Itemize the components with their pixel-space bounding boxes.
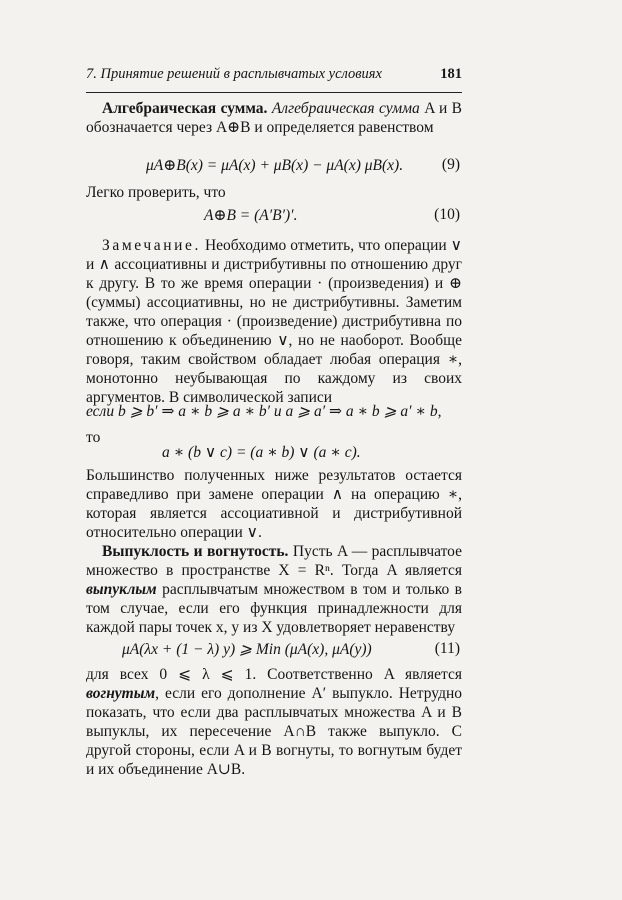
formula-then xyxy=(86,443,462,465)
convexity-text-after: расплывчатым множеством в том и только в том случае, если его функция принадлежности для каждой пары точек x, y из X удовлетворяет неравенству xyxy=(86,581,463,636)
remark-paragraph xyxy=(86,236,462,407)
formula-if xyxy=(86,402,462,424)
formula-then-expression: a ∗ (b ∨ c) = (a ∗ b) ∨ (a ∗ c). xyxy=(162,444,361,461)
easy-check-line: Легко проверить, что xyxy=(86,184,226,201)
page-number: 181 xyxy=(440,66,462,82)
convex-term: выпуклым xyxy=(86,581,157,598)
algebraic-sum-heading: Алгебраическая сумма. xyxy=(102,100,268,117)
convexity-paragraph xyxy=(86,542,462,637)
formula-11-expression: μA(λx + (1 − λ) y) ⩾ Min (μA(x), μA(y)) xyxy=(122,641,372,658)
chapter-title: 7. Принятие решений в расплывчатых условиях xyxy=(86,66,382,82)
formula-9 xyxy=(86,156,462,178)
formula-9-number: (9) xyxy=(441,156,460,173)
concavity-text-start: для всех 0 ⩽ λ ⩽ 1. Соответственно A является xyxy=(86,666,462,683)
algebraic-sum-italic-intro: Алгебраическая сумма xyxy=(271,100,420,117)
remark-text: Необходимо отметить, что операции ∨ и ∧ ассоциативны и дистрибутивны по отношению друг к другу. В то же время операции · (произведения) и ⊕ (суммы) ассоциативны, но не дистрибутивны. Заметим также, что операция · (произведение) дистрибутивна по отношению к объединению ∨, но не наоборот. Вообще говоря, таким свойством обладает любая операция ∗, монотонно неубывающая по каждому из своих аргументов. В символической записи xyxy=(86,237,463,406)
formula-if-expression: если b ⩾ b′ ⇒ a ∗ b ⩾ a ∗ b′ и a ⩾ a′ ⇒ a ∗ b ⩾ a′ ∗ b, xyxy=(86,403,442,420)
formula-10 xyxy=(86,206,462,228)
convexity-heading: Выпуклость и вогнутость. xyxy=(102,543,289,560)
header-divider xyxy=(86,92,462,93)
formula-11-number: (11) xyxy=(434,640,460,657)
running-header xyxy=(86,66,462,88)
algebraic-sum-definition-text: A и B обозначается через A⊕B и определяется равенством xyxy=(86,100,462,136)
formula-9-expression: μA⊕B(x) = μA(x) + μB(x) − μA(x) μB(x). xyxy=(146,157,404,174)
then-word: то xyxy=(86,429,101,446)
remark-label: Замечание. xyxy=(102,237,201,254)
concavity-text-end: , если его дополнение A′ выпукло. Нетрудно показать, что если два расплывчатых множества A и B выпуклы, их пересечение A∩B также выпукло. С другой стороны, если A и B вогнуты, то вогнутым будет и их объединение A∪B. xyxy=(86,685,462,778)
convexity-text-before: Пусть A — расплывчатое множество в пространстве X = Rⁿ. Тогда A является xyxy=(86,543,463,579)
conclusion-paragraph: Большинство полученных ниже результатов остается справедливо при замене операции ∧ на операцию ∗, которая является ассоциативной и дистрибутивной относительно операции ∨. xyxy=(86,467,462,541)
concavity-paragraph xyxy=(86,665,462,779)
concave-term: вогнутым xyxy=(86,685,156,702)
formula-10-number: (10) xyxy=(434,206,460,223)
algebraic-sum-paragraph xyxy=(86,99,462,137)
formula-11 xyxy=(86,640,462,662)
formula-10-expression: A⊕B = (A′B′)′. xyxy=(204,207,298,224)
